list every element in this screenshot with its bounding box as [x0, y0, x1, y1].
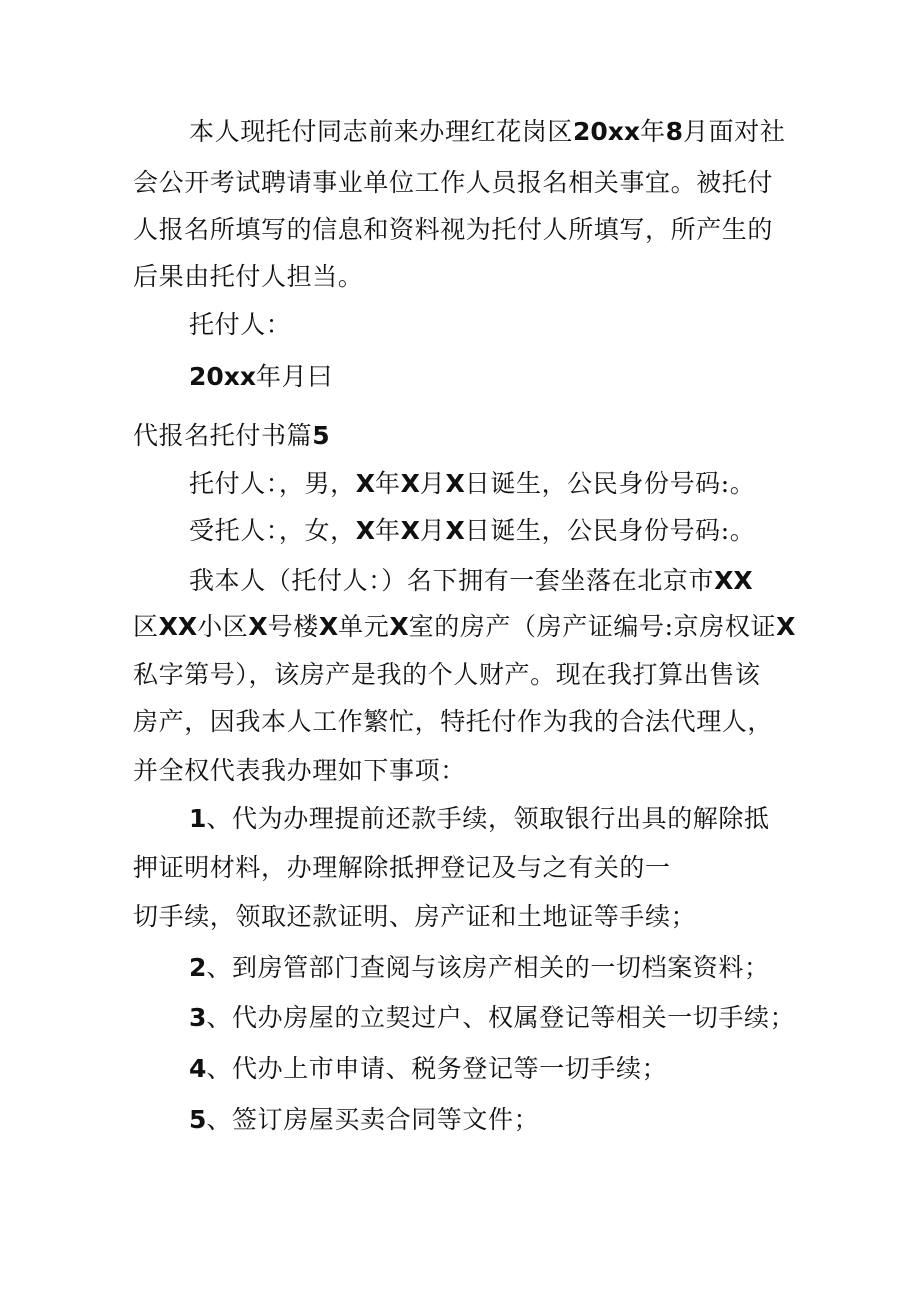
principal-info: [189, 469, 755, 499]
item-number: 2: [189, 953, 207, 982]
paragraph-2-line-5: 并全权代表我办理如下事项：: [133, 756, 466, 785]
year-bold: 20xx: [573, 117, 641, 146]
list-item-1-line-1: [189, 804, 770, 834]
item-text: 、到房管部门查阅与该房产相关的一切档案资料；: [206, 953, 770, 982]
list-item-2: [189, 953, 770, 983]
text-run: 受托人：，女，: [189, 516, 356, 545]
item-number: 4: [189, 1054, 207, 1083]
text-run: 年: [640, 117, 666, 146]
placeholder-bold: XX: [714, 566, 753, 595]
placeholder-bold: X: [355, 516, 375, 545]
item-text: 、代办上市申请、税务登记等一切手续；: [206, 1054, 668, 1083]
text-run: 号楼: [267, 612, 319, 641]
text-run: 区: [133, 612, 159, 641]
text-run: 小区: [197, 612, 249, 641]
text-run: 单元: [338, 612, 390, 641]
list-item-5: [189, 1105, 539, 1135]
placeholder-bold: X: [248, 612, 268, 641]
placeholder-bold: X: [445, 516, 465, 545]
principal-signature-label: 托付人：: [189, 310, 292, 339]
paragraph-1-line-1: [189, 117, 785, 147]
item-number: 5: [189, 1105, 207, 1134]
paragraph-2-line-2: [133, 612, 795, 642]
placeholder-bold: X: [318, 612, 339, 641]
placeholder-bold: X: [400, 469, 420, 498]
item-text: 、签订房屋买卖合同等文件；: [206, 1105, 540, 1134]
paragraph-1-line-3: 人报名所填写的信息和资料视为托付人所填写，所产生的: [133, 215, 774, 244]
year-bold: 20xx: [189, 362, 257, 391]
item-text: 、代办房屋的立契过户、权属登记等相关一切手续；: [206, 1003, 796, 1032]
text-run: 月: [419, 469, 446, 498]
text-run: 年: [374, 516, 401, 545]
item-number: 1: [189, 804, 207, 833]
text-run: 托付人：，男，: [189, 469, 356, 498]
paragraph-1-line-4: 后果由托付人担当。: [133, 262, 364, 291]
text-run: 我本人（托付人：）名下拥有一套坐落在北京市: [189, 566, 715, 595]
placeholder-bold: X: [400, 516, 420, 545]
placeholder-bold: X: [776, 612, 796, 641]
item-text: 、代为办理提前还款手续，领取银行出具的解除抵: [206, 804, 770, 833]
placeholder-bold: X: [445, 469, 465, 498]
text-run: 室的房产（房产证编号:京房权证: [408, 612, 777, 641]
list-item-4: [189, 1054, 667, 1084]
paragraph-2-line-3: 私字第号），该房产是我的个人财产。现在我打算出售该: [133, 660, 761, 689]
text-run: 年: [374, 469, 401, 498]
text-run: 年月曰: [256, 362, 333, 391]
text-run: 月: [419, 516, 446, 545]
list-item-1-line-2: 押证明材料，办理解除抵押登记及与之有关的一: [133, 853, 671, 882]
agent-info: [189, 516, 755, 546]
text-run: 月面对社: [683, 117, 786, 146]
paragraph-2-line-4: 房产，因我本人工作繁忙，特托付作为我的合法代理人，: [133, 707, 774, 736]
item-number: 3: [189, 1003, 207, 1032]
placeholder-bold: X: [355, 469, 375, 498]
month-bold: 8: [665, 117, 684, 146]
text-run: 本人现托付同志前来办理红花岗区: [189, 117, 574, 146]
paragraph-2-line-1: [189, 566, 753, 596]
paragraph-1-line-2: 会公开考试聘请事业单位工作人员报名相关事宜。被托付: [133, 168, 774, 197]
date-line: [189, 362, 333, 392]
text-run: 日诞生，公民身份号码:。: [464, 516, 756, 545]
heading-text: 代报名托付书篇: [133, 421, 313, 450]
section-heading: [133, 421, 330, 451]
placeholder-bold: XX: [158, 612, 198, 641]
placeholder-bold: X: [389, 612, 409, 641]
list-item-3: [189, 1003, 795, 1033]
list-item-1-line-3: 切手续，领取还款证明、房产证和土地证等手续；: [133, 902, 697, 931]
heading-number: 5: [312, 421, 330, 450]
text-run: 日诞生，公民身份号码:。: [464, 469, 756, 498]
